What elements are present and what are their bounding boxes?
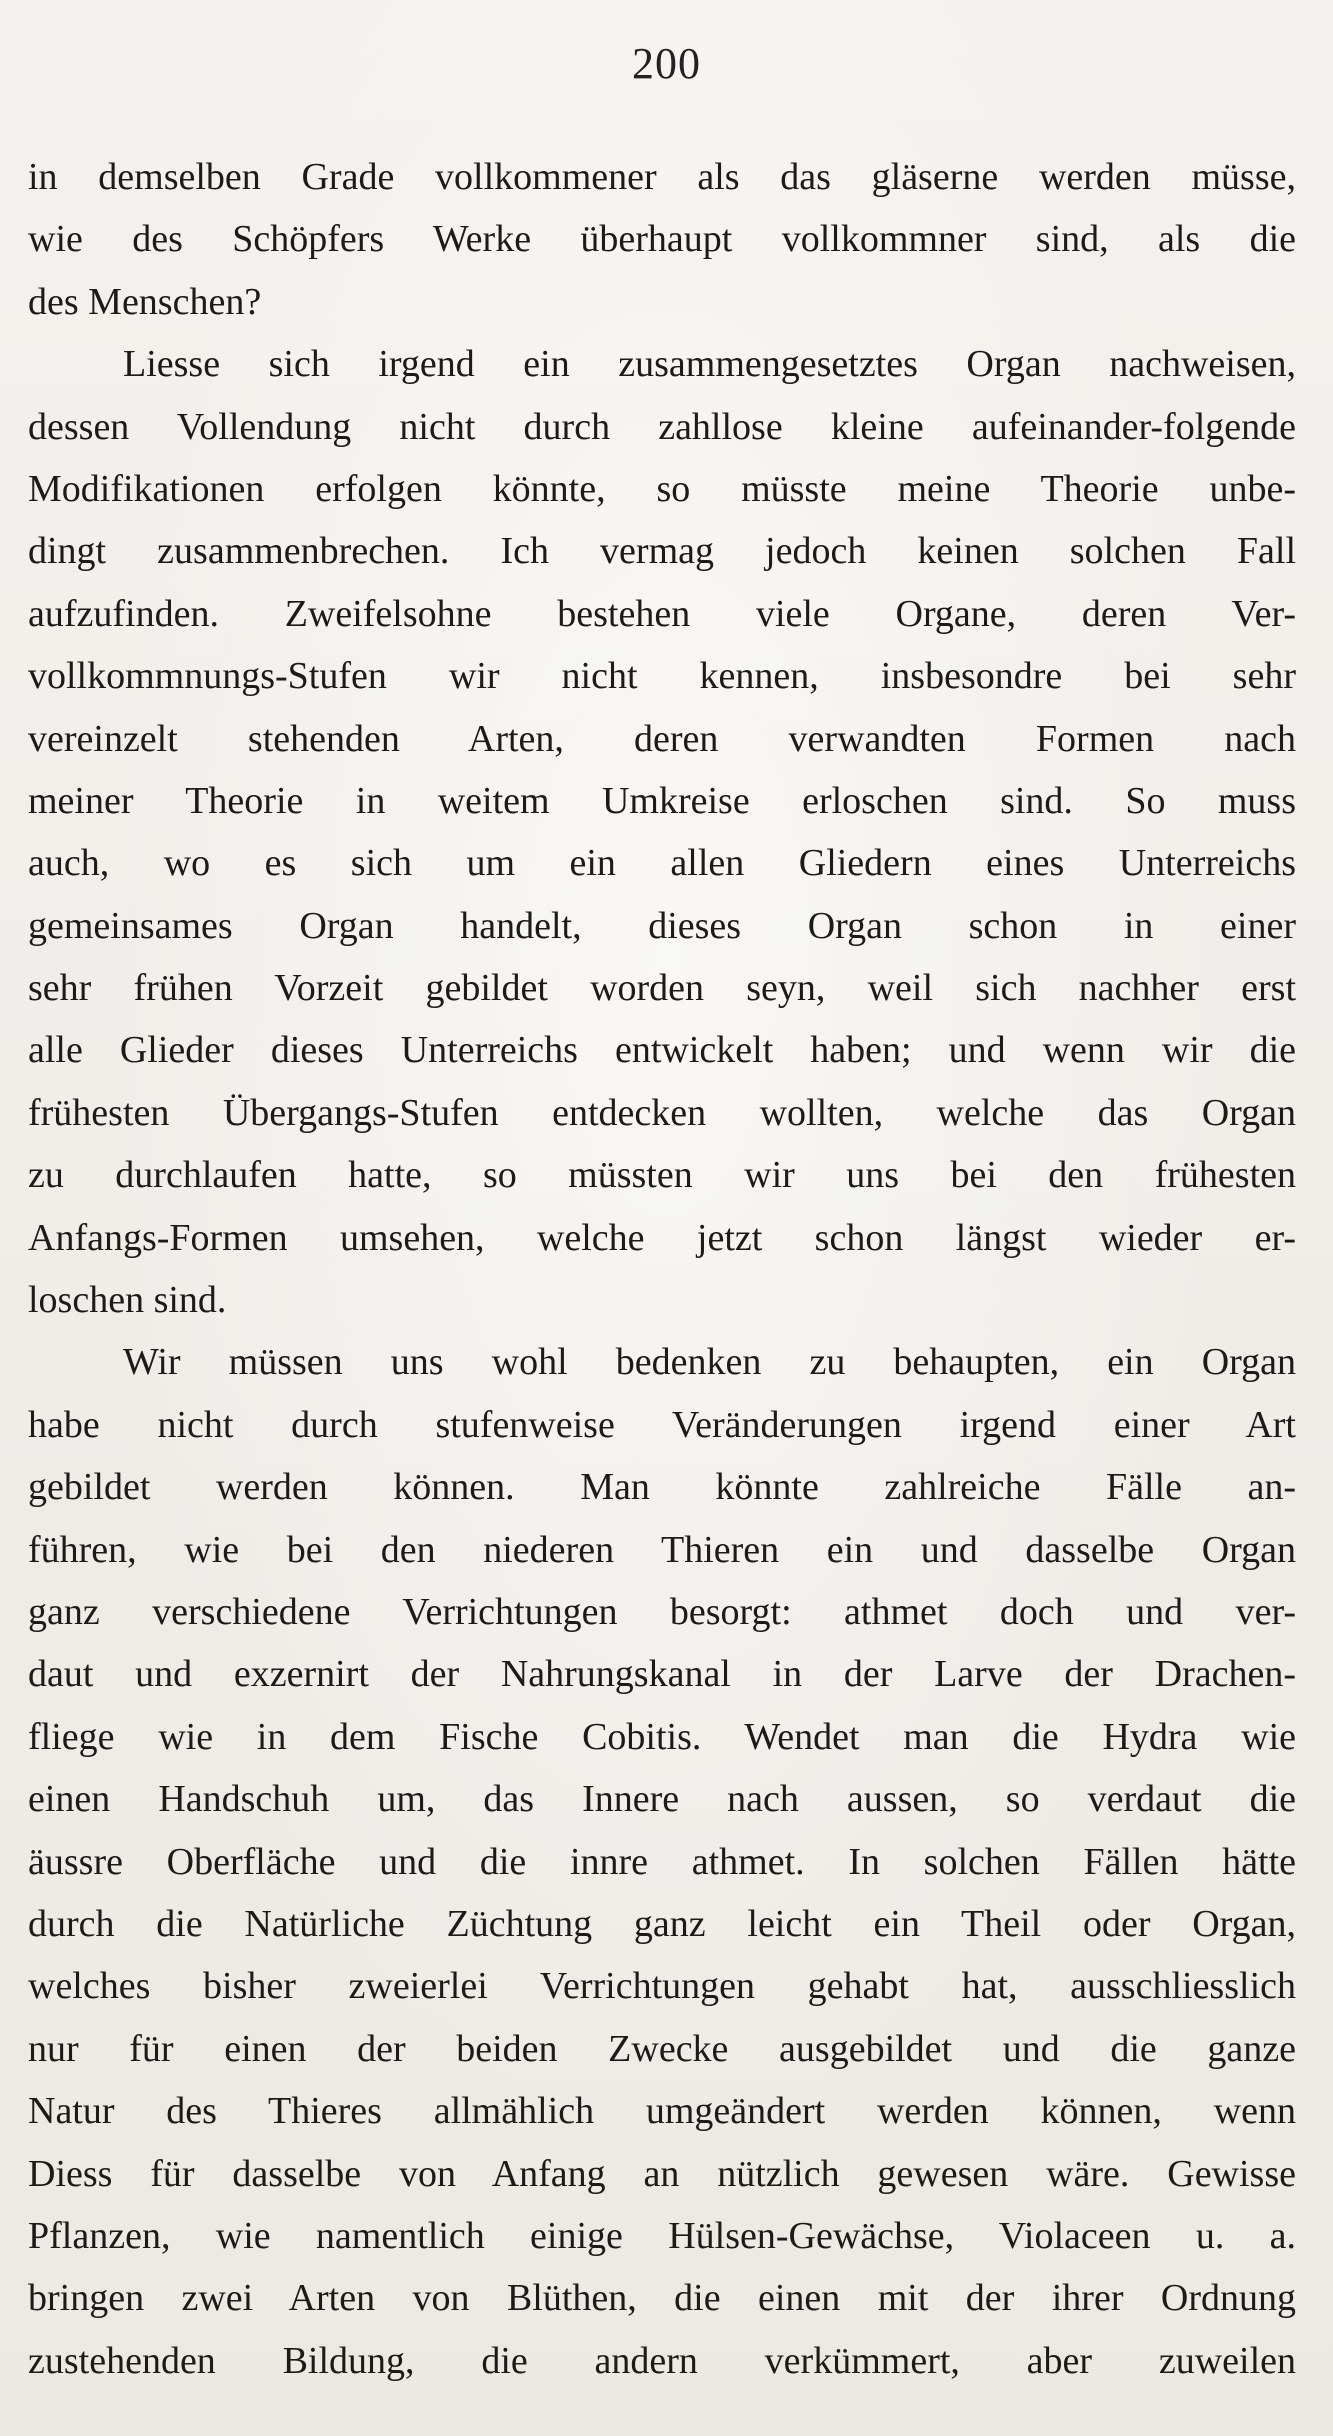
text-line: des Menschen? bbox=[28, 280, 262, 323]
text-line: sehr frühen Vorzeit gebildet worden seyn, weil sich nachher erst bbox=[28, 967, 1296, 1010]
text-line: loschen sind. bbox=[28, 1279, 227, 1322]
text-line: vollkommnungs-Stufen wir nicht kennen, insbesondre bei sehr bbox=[28, 655, 1296, 698]
text-line: vereinzelt stehenden Arten, deren verwandten Formen nach bbox=[28, 717, 1296, 760]
text-line: Pflanzen, wie namentlich einige Hülsen-Gewächse, Violaceen u. a. bbox=[28, 2214, 1296, 2257]
text-line: nur für einen der beiden Zwecke ausgebildet und die ganze bbox=[28, 2027, 1296, 2070]
text-line: zu durchlaufen hatte, so müssten wir uns bei den frühesten bbox=[28, 1154, 1296, 1197]
paragraph-first-line: Liesse sich irgend ein zusammengesetztes Organ nachweisen, bbox=[123, 343, 1296, 386]
text-line: meiner Theorie in weitem Umkreise erloschen sind. So muss bbox=[28, 779, 1296, 822]
text-line: Diess für dasselbe von Anfang an nützlich gewesen wäre. Gewisse bbox=[28, 2152, 1296, 2195]
text-line: frühesten Übergangs-Stufen entdecken wollten, welche das Organ bbox=[28, 1091, 1296, 1134]
text-line: habe nicht durch stufenweise Veränderungen irgend einer Art bbox=[28, 1403, 1296, 1446]
text-line: äussre Oberfläche und die innre athmet. In solchen Fällen hätte bbox=[28, 1840, 1296, 1883]
text-line: gebildet werden können. Man könnte zahlreiche Fälle an- bbox=[28, 1466, 1296, 1509]
text-line: wie des Schöpfers Werke überhaupt vollkommner sind, als die bbox=[28, 218, 1296, 261]
text-line: alle Glieder dieses Unterreichs entwickelt haben; und wenn wir die bbox=[28, 1029, 1296, 1072]
text-line: Natur des Thieres allmählich umgeändert werden können, wenn bbox=[28, 2090, 1296, 2133]
text-line: auch, wo es sich um ein allen Gliedern eines Unterreichs bbox=[28, 842, 1296, 885]
text-line: Anfangs-Formen umsehen, welche jetzt schon längst wieder er- bbox=[28, 1216, 1296, 1259]
text-line: welches bisher zweierlei Verrichtungen gehabt hat, ausschliesslich bbox=[28, 1965, 1296, 2008]
text-line: durch die Natürliche Züchtung ganz leicht ein Theil oder Organ, bbox=[28, 1902, 1296, 1945]
text-line: führen, wie bei den niederen Thieren ein und dasselbe Organ bbox=[28, 1528, 1296, 1571]
text-line: ganz verschiedene Verrichtungen besorgt: athmet doch und ver- bbox=[28, 1590, 1296, 1633]
text-line: aufzufinden. Zweifelsohne bestehen viele Organe, deren Ver- bbox=[28, 592, 1296, 635]
text-line: einen Handschuh um, das Innere nach aussen, so verdaut die bbox=[28, 1778, 1296, 1821]
page-number: 200 bbox=[632, 39, 701, 88]
text-line: fliege wie in dem Fische Cobitis. Wendet man die Hydra wie bbox=[28, 1715, 1296, 1758]
body-text bbox=[28, 146, 1296, 2392]
text-line: gemeinsames Organ handelt, dieses Organ schon in einer bbox=[28, 904, 1296, 947]
text-line: dingt zusammenbrechen. Ich vermag jedoch keinen solchen Fall bbox=[28, 530, 1296, 573]
text-line: Modifikationen erfolgen könnte, so müsste meine Theorie unbe- bbox=[28, 467, 1296, 510]
text-line: dessen Vollendung nicht durch zahllose kleine aufeinander-folgende bbox=[28, 405, 1296, 448]
text-line: daut und exzernirt der Nahrungskanal in der Larve der Drachen- bbox=[28, 1653, 1296, 1696]
text-line: bringen zwei Arten von Blüthen, die einen mit der ihrer Ordnung bbox=[28, 2277, 1296, 2320]
paragraph-first-line: Wir müssen uns wohl bedenken zu behaupten, ein Organ bbox=[123, 1341, 1296, 1384]
text-line: in demselben Grade vollkommener als das gläserne werden müsse, bbox=[28, 156, 1296, 198]
text-line: zustehenden Bildung, die andern verkümmert, aber zuweilen bbox=[28, 2339, 1296, 2382]
